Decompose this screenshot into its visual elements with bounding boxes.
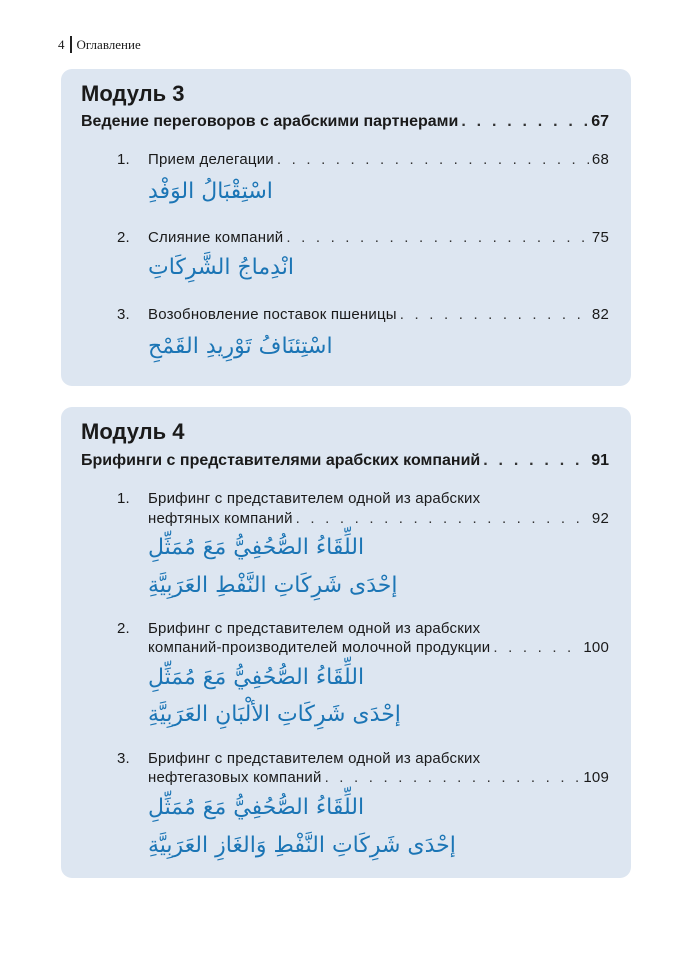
arabic-title: اللِّقَاءُ الصُّحُفِيُّ مَعَ مُمَثِّلِ xyxy=(148,535,365,560)
entry-text: компаний-производителей молочной продукции xyxy=(148,639,491,656)
arabic-title: إحْدَى شَرِكَاتِ النَّفْطِ العَرَبِيَّةِ xyxy=(148,573,398,598)
entry-number: 2. xyxy=(117,620,130,637)
toc-entry[interactable] xyxy=(148,639,609,656)
entry-text-line1: Брифинг с представителем одной из арабских xyxy=(148,490,481,507)
module-title: Модуль 3 xyxy=(81,81,185,106)
arabic-title: اسْتِقْبَالُ الوَفْدِ xyxy=(148,179,273,204)
page-ref: 68 xyxy=(591,151,609,168)
arabic-title: انْدِماجُ الشَّرِكَاتِ xyxy=(148,255,294,280)
page-number: 4 xyxy=(58,36,65,52)
page-ref: 82 xyxy=(591,306,609,323)
dot-leader xyxy=(286,229,589,246)
module-4-panel xyxy=(61,407,631,878)
dot-leader xyxy=(493,639,580,656)
entry-text: Слияние компаний xyxy=(148,229,284,246)
page-ref: 100 xyxy=(583,639,609,656)
dot-leader xyxy=(400,306,589,323)
entry-text: Ведение переговоров с арабскими партнерами xyxy=(81,113,459,130)
module-3-panel xyxy=(61,69,631,386)
page-ref: 75 xyxy=(591,229,609,246)
entry-text: Возобновление поставок пшеницы xyxy=(148,306,397,323)
arabic-title: اللِّقَاءُ الصُّحُفِيُّ مَعَ مُمَثِّلِ xyxy=(148,665,365,690)
header-divider xyxy=(70,36,72,53)
section-title: Оглавление xyxy=(76,36,141,52)
entry-number: 1. xyxy=(117,151,130,168)
module-subtitle-entry[interactable] xyxy=(81,452,609,470)
toc-entry[interactable] xyxy=(117,151,609,168)
toc-entry[interactable] xyxy=(148,769,609,786)
dot-leader xyxy=(461,113,588,131)
dot-leader xyxy=(483,452,588,470)
toc-entry[interactable] xyxy=(117,306,609,323)
entry-number: 3. xyxy=(117,750,130,767)
entry-text: нефтяных компаний xyxy=(148,510,293,527)
entry-text: Брифинги с представителями арабских компаний xyxy=(81,452,481,469)
arabic-title: إحْدَى شَرِكَاتِ الألْبَانِ العَرَبِيَّةِ xyxy=(148,702,401,727)
entry-text-line1: Брифинг с представителем одной из арабских xyxy=(148,750,481,767)
entry-text: Прием делегации xyxy=(148,151,274,168)
page-ref: 109 xyxy=(583,769,609,786)
page-ref: 67 xyxy=(591,113,609,130)
dot-leader xyxy=(277,151,589,168)
arabic-title: اسْتِئنَافُ تَوْرِيدِ القَمْحِ xyxy=(148,334,333,359)
entry-text: нефтегазовых компаний xyxy=(148,769,322,786)
entry-number: 1. xyxy=(117,490,130,507)
dot-leader xyxy=(296,510,589,527)
entry-text-line1: Брифинг с представителем одной из арабских xyxy=(148,620,481,637)
running-header xyxy=(58,36,141,53)
arabic-title: إحْدَى شَرِكَاتِ النَّفْطِ وَالغَازِ العَرَبِيَّةِ xyxy=(148,833,456,858)
dot-leader xyxy=(325,769,581,786)
toc-entry[interactable] xyxy=(148,510,609,527)
toc-entry[interactable] xyxy=(117,229,609,246)
entry-number: 3. xyxy=(117,306,130,323)
page-ref: 91 xyxy=(591,452,609,469)
module-title: Модуль 4 xyxy=(81,419,185,444)
arabic-title: اللِّقَاءُ الصُّحُفِيُّ مَعَ مُمَثِّلِ xyxy=(148,795,365,820)
module-subtitle-entry[interactable] xyxy=(81,113,609,131)
page-ref: 92 xyxy=(591,510,609,527)
entry-number: 2. xyxy=(117,229,130,246)
